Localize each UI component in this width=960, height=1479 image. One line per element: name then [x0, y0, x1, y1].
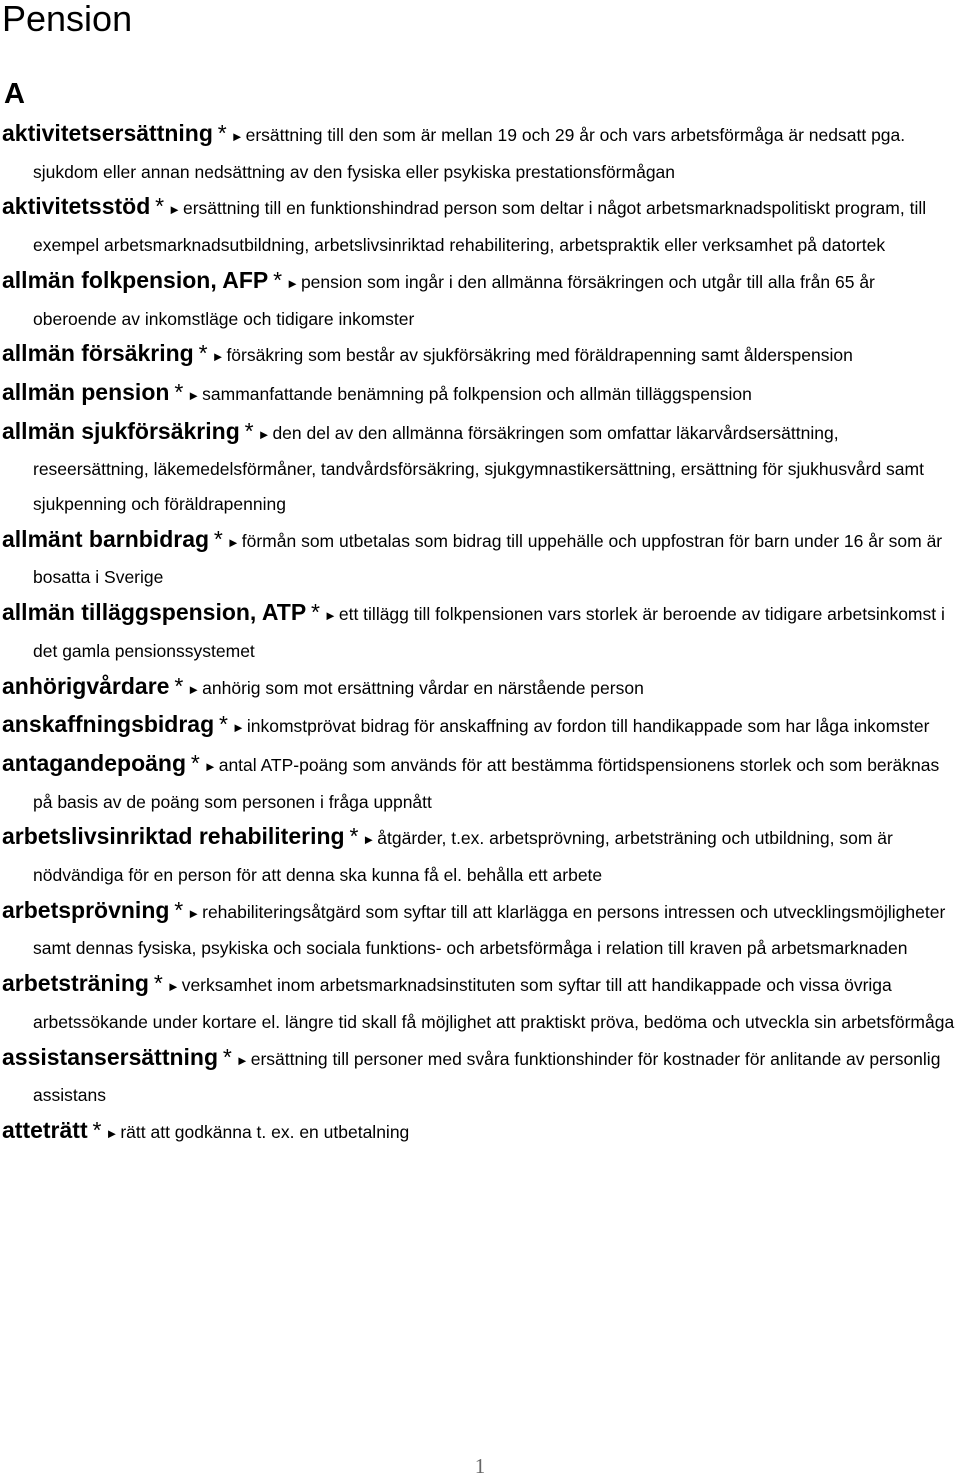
- entry-definition: förmån som utbetalas som bidrag till uppehälle och uppfostran för barn under 16 år som är bosatta i Sverige: [33, 530, 943, 588]
- arrow-right-icon: ►: [105, 1125, 119, 1141]
- glossary-entry: [2, 819, 958, 892]
- glossary-entry: [2, 966, 958, 1039]
- entry-definition: antal ATP-poäng som används för att bestämma förtidspensionens storlek och som beräknas på basis av de poäng som personen i fråga uppnått: [33, 754, 940, 812]
- arrow-right-icon: ►: [166, 979, 180, 995]
- entry-term: anskaffningsbidrag: [2, 711, 215, 738]
- asterisk-marker: *: [213, 525, 223, 552]
- arrow-right-icon: ►: [286, 275, 299, 291]
- asterisk-marker: *: [198, 340, 208, 367]
- asterisk-marker: *: [222, 1043, 232, 1070]
- entry-term: allmän tilläggspension, ATP: [2, 599, 307, 626]
- entry-term: allmän sjukförsäkring: [2, 417, 240, 444]
- glossary-entry: [2, 595, 958, 668]
- entry-term: aktivitetsstöd: [2, 193, 151, 220]
- arrow-right-icon: ►: [211, 349, 225, 365]
- entry-definition: rehabiliteringsåtgärd som syftar till att klarlägga en persons intressen och utvecklingsmöjligheter samt dennas fysiska, psykiska och sociala funktions- och arbetsförmåga i relation till kraven på arbetsmarknaden: [33, 901, 946, 959]
- arrow-right-icon: ►: [257, 426, 271, 442]
- entry-term: allmän försäkring: [2, 340, 194, 367]
- glossary-entry: [2, 1113, 958, 1152]
- asterisk-marker: *: [153, 970, 163, 997]
- asterisk-marker: *: [244, 417, 254, 444]
- glossary-entry: [2, 189, 958, 262]
- arrow-right-icon: ►: [168, 202, 181, 218]
- glossary-entry: [2, 263, 958, 336]
- asterisk-marker: *: [217, 120, 227, 146]
- entry-term: allmän folkpension, AFP: [2, 266, 269, 293]
- entry-term: arbetsträning: [2, 970, 149, 997]
- entry-term: aktivitetsersättning: [2, 120, 213, 146]
- asterisk-marker: *: [349, 823, 359, 850]
- asterisk-marker: *: [174, 378, 184, 405]
- page-title: Pension: [2, 0, 133, 39]
- entry-term: assistansersättning: [2, 1043, 219, 1070]
- entry-term: arbetslivsinriktad rehabilitering: [2, 823, 345, 850]
- arrow-right-icon: ►: [230, 129, 244, 144]
- entry-definition: ersättning till en funktionshindrad person som deltar i något arbetsmarknadspolitiskt program, till exempel arbetsmarknadsutbildning, arbetslivsinriktad rehabilitering, arbetspraktik eller verksamhet på datortek: [33, 198, 927, 256]
- asterisk-marker: *: [273, 266, 283, 293]
- arrow-right-icon: ►: [323, 608, 337, 624]
- entry-term: arbetsprövning: [2, 896, 170, 923]
- entry-definition: ett tillägg till folkpensionen vars storlek är beroende av tidigare arbetsinkomst i det gamla pensionssystemet: [33, 604, 945, 661]
- asterisk-marker: *: [190, 749, 200, 776]
- entry-definition: inkomstprövat bidrag för anskaffning av fordon till handikappade som har låga inkomster: [246, 716, 930, 737]
- arrow-right-icon: ►: [203, 758, 217, 774]
- entry-definition: pension som ingår i den allmänna försäkringen och utgår till alla från 65 år oberoende av inkomstläge och tidigare inkomster: [33, 271, 875, 329]
- glossary-entry: [2, 414, 958, 522]
- arrow-right-icon: ►: [235, 1052, 249, 1068]
- arrow-right-icon: ►: [187, 387, 201, 403]
- glossary-entry: [2, 116, 958, 189]
- entry-definition: anhörig som mot ersättning vårdar en närstående person: [202, 677, 644, 698]
- arrow-right-icon: ►: [187, 905, 201, 921]
- asterisk-marker: *: [174, 896, 184, 923]
- asterisk-marker: *: [155, 193, 165, 220]
- glossary-entry: [2, 336, 958, 375]
- entry-term: allmänt barnbidrag: [2, 525, 210, 552]
- asterisk-marker: *: [311, 599, 320, 626]
- glossary-entry: [2, 669, 958, 708]
- entry-definition: verksamhet inom arbetsmarknadsinstituten som syftar till att handikappade och vissa övriga arbetssökande under kortare el. längre tid skall få möjlighet att praktiskt pröva, bedöma och utveckla sin arbetsförmåga: [33, 975, 955, 1032]
- arrow-right-icon: ►: [226, 534, 240, 550]
- arrow-right-icon: ►: [231, 720, 245, 736]
- page-number: 1: [474, 1454, 486, 1478]
- entry-definition: rätt att godkänna t. ex. en utbetalning: [120, 1121, 410, 1142]
- glossary-entry: [2, 522, 958, 595]
- entry-definition: den del av den allmänna försäkringen som omfattar läkarvårdsersättning, reseersättning, läkemedelsförmåner, tandvårdsförsäkring, sjukgymnastikersättning, ersättning för sjukhusvård samt sjukpenning och föräldrapenning: [33, 422, 924, 515]
- glossary-entry: [2, 707, 958, 746]
- glossary-entry: [2, 893, 958, 966]
- entry-definition: ersättning till personer med svåra funktionshinder för kostnader för anlitande av personlig assistans: [33, 1048, 941, 1106]
- entry-definition: sammanfattande benämning på folkpension och allmän tilläggspension: [202, 383, 752, 404]
- entry-definition: försäkring som består av sjukförsäkring med föräldrapenning samt ålderspension: [226, 345, 853, 366]
- glossary-entry: [2, 1040, 958, 1113]
- arrow-right-icon: ►: [187, 681, 201, 697]
- entry-term: anhörigvårdare: [2, 672, 170, 699]
- glossary-entry: [2, 375, 958, 414]
- asterisk-marker: *: [92, 1116, 102, 1143]
- asterisk-marker: *: [174, 672, 184, 699]
- glossary-entry: [2, 746, 958, 819]
- entry-term: atteträtt: [2, 1116, 88, 1143]
- asterisk-marker: *: [219, 711, 228, 738]
- arrow-right-icon: ►: [362, 832, 376, 848]
- entry-term: allmän pension: [2, 378, 170, 405]
- section-letter: A: [4, 78, 25, 110]
- entry-term: antagandepoäng: [2, 749, 187, 776]
- entry-definition: åtgärder, t.ex. arbetsprövning, arbetsträning och utbildning, som är nödvändiga för en person för att denna ska kunna få el. behålla ett arbete: [33, 828, 893, 886]
- entry-definition: ersättning till den som är mellan 19 och 29 år och vars arbetsförmåga är nedsatt pga. sjukdom eller annan nedsättning av den fysiska eller psykiska prestationsförmågan: [33, 125, 906, 182]
- glossary-list: [2, 116, 958, 1152]
